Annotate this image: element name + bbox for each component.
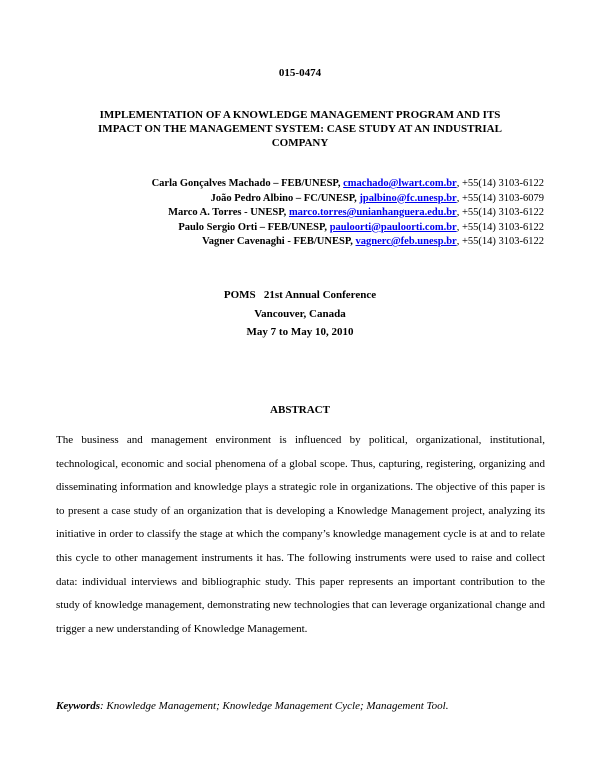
author-phone: , +55(14) 3103-6122 (456, 178, 544, 189)
author-name: Carla Gonçalves Machado – FEB/UNESP, (151, 178, 344, 189)
author-phone: , +55(14) 3103-6122 (456, 236, 544, 247)
conference-info (0, 286, 600, 342)
conference-dates: May 7 to May 10, 2010 (246, 326, 354, 338)
keywords-text: : Knowledge Management; Knowledge Management Cycle; Management Tool. (100, 700, 449, 712)
abstract-heading: ABSTRACT (270, 404, 330, 416)
conference-location: Vancouver, Canada (254, 307, 346, 320)
author-name: Vagner Cavenaghi - FEB/UNESP, (202, 236, 356, 247)
author-name: Marco A. Torres - UNESP, (168, 207, 289, 218)
author-name: Paulo Sergio Orti – FEB/UNESP, (178, 221, 330, 233)
author-email-link[interactable]: marco.torres@unianhanguera.edu.br (288, 207, 457, 218)
author-phone: , +55(14) 3103-6079 (456, 192, 544, 204)
author-phone: , +55(14) 3103-6122 (456, 221, 544, 233)
keywords-line (56, 700, 545, 712)
author-email-link[interactable]: jpalbino@fc.unesp.br (359, 192, 457, 204)
paper-id: 015-0474 (278, 67, 322, 79)
author-email-link[interactable]: cmachado@lwart.com.br (343, 178, 457, 189)
abstract-text: The business and management environment is influenced by political, organizational, institutional, technological, economic and social phenomena of a global scope. Thus, capturing, registering, organizing and disseminating information and knowledge plays a strategic role in organizations. The objective of this paper is to present a case study of an organization that is developing a Knowledge Management project, analyzing its initiative in order to classify the stage at which the company’s knowledge management cycle is at and to relate this cycle to other management instruments it has. The following instruments were used to raise and collect data: individual interviews and bibliographic study. This paper represents an important contribution to the study of knowledge management, demonstrating new technologies that can leverage organizational change and trigger a new understanding of Knowledge Management. (56, 434, 545, 635)
author-line (152, 221, 544, 236)
conference-name: POMS 21st Annual Conference (223, 289, 377, 301)
keywords-label: Keywords (56, 700, 100, 712)
author-line (152, 192, 544, 207)
author-email-link[interactable]: vagnerc@feb.unesp.br (355, 236, 457, 247)
author-phone: , +55(14) 3103-6122 (456, 207, 544, 218)
paper-title: IMPLEMENTATION OF A KNOWLEDGE MANAGEMENT PROGRAM AND ITS IMPACT ON THE MANAGEMENT SYSTEM: CASE STUDY AT AN INDUSTRIAL COMPANY (98, 109, 502, 149)
author-line (152, 206, 544, 221)
author-line (152, 235, 544, 250)
author-list (152, 177, 544, 250)
author-line (152, 177, 544, 192)
author-name: João Pedro Albino – FC/UNESP, (210, 192, 360, 204)
author-email-link[interactable]: pauloorti@pauloorti.com.br (329, 221, 457, 233)
